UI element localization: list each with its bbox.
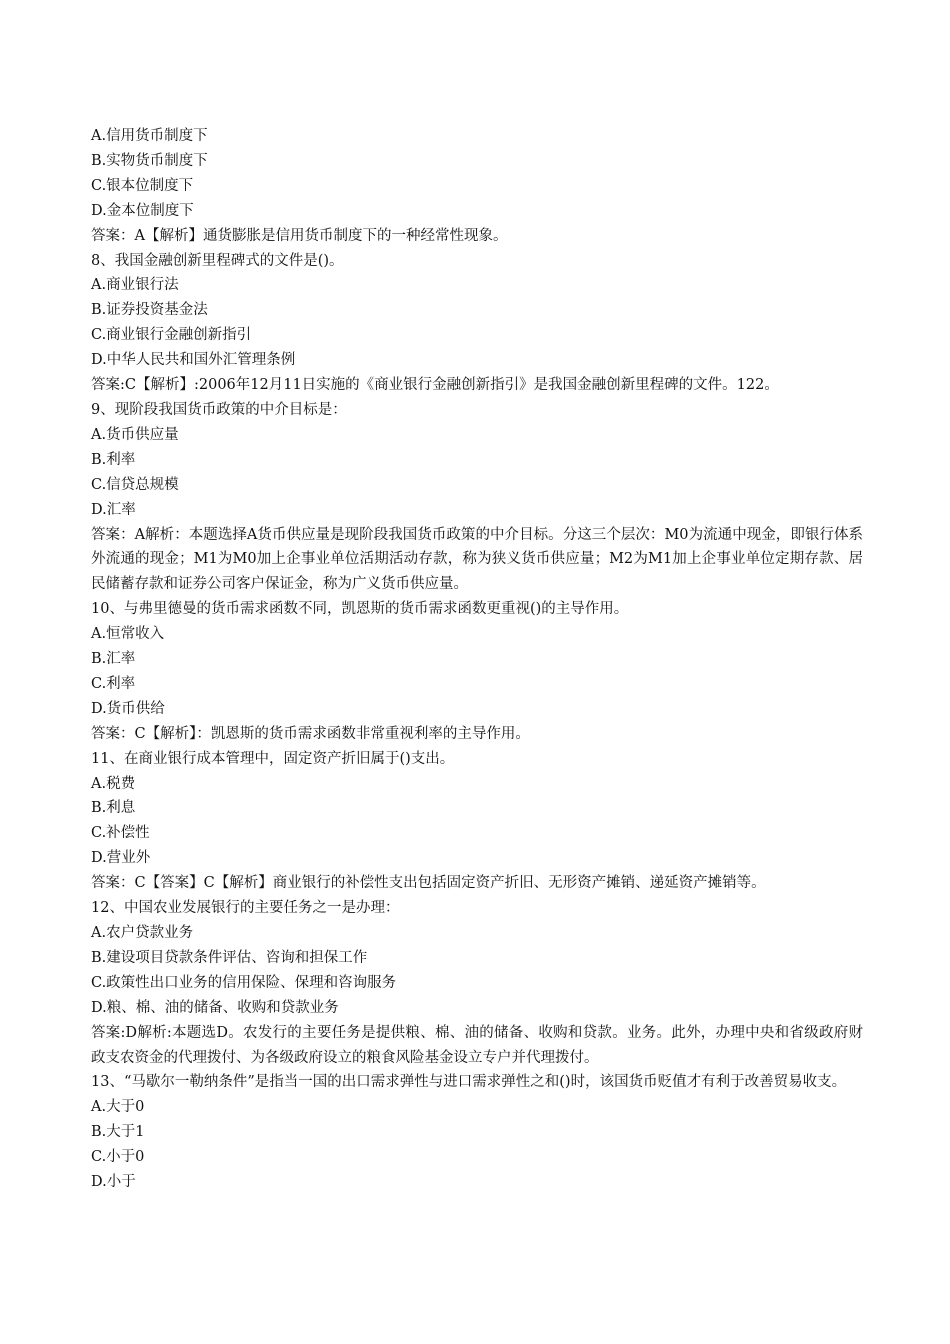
answer-line: 答案：C【解析】：凯恩斯的货币需求函数非常重视利率的主导作用。 [91, 725, 530, 742]
option-line: A.货币供应量 [91, 426, 179, 443]
option-line: D.营业外 [91, 850, 151, 867]
option-line: C.信贷总规模 [91, 476, 179, 493]
option-line: B.利率 [91, 451, 136, 468]
option-line: B.汇率 [91, 651, 136, 668]
question-line: 13、“马歇尔一勒纳条件”是指当一国的出口需求弹性与进口需求弹性之和()时，该国货币贬值才有利于改善贸易收支。 [91, 1074, 847, 1091]
option-line: B.证券投资基金法 [91, 302, 208, 319]
answer-line: 答案：C【答案】C【解析】商业银行的补偿性支出包括固定资产折旧、无形资产摊销、递延资产摊销等。 [91, 875, 766, 892]
option-line: D.中华人民共和国外汇管理条例 [91, 352, 296, 369]
question-line: 11、在商业银行成本管理中，固定资产折旧属于()支出。 [91, 750, 455, 767]
option-line: A.商业银行法 [91, 277, 179, 294]
option-line: C.银本位制度下 [91, 177, 194, 194]
option-line: D.汇率 [91, 501, 136, 518]
option-line: D.小于 [91, 1174, 136, 1191]
option-line: B.大于1 [91, 1124, 145, 1141]
option-line: B.建设项目贷款条件评估、咨询和担保工作 [91, 949, 368, 966]
option-line: C.补偿性 [91, 825, 150, 842]
question-line: 10、与弗里德曼的货币需求函数不同，凯恩斯的货币需求函数更重视()的主导作用。 [91, 601, 629, 618]
option-line: C.利率 [91, 675, 136, 692]
option-line: C.政策性出口业务的信用保险、保理和咨询服务 [91, 974, 397, 991]
option-line: D.粮、棉、油的储备、收购和贷款业务 [91, 999, 339, 1016]
option-line: D.金本位制度下 [91, 202, 194, 219]
answer-line: 答案：A【解析】通货膨胀是信用货币制度下的一种经常性现象。 [91, 227, 508, 244]
question-line: 12、中国农业发展银行的主要任务之一是办理： [91, 900, 400, 917]
option-line: C.商业银行金融创新指引 [91, 327, 252, 344]
option-line: D.货币供给 [91, 700, 165, 717]
question-line: 9、现阶段我国货币政策的中介目标是： [91, 401, 347, 418]
document-body [91, 124, 863, 1195]
option-line: B.利息 [91, 800, 136, 817]
answer-line: 答案:C【解析】:2006年12月11日实施的《商业银行金融创新指引》是我国金融创新里程碑的文件。122。 [91, 377, 779, 394]
option-line: A.农户贷款业务 [91, 925, 194, 941]
option-line: A.信用货币制度下 [91, 128, 208, 144]
option-line: A.大于0 [91, 1099, 145, 1116]
question-line: 8、我国金融创新里程碑式的文件是()。 [91, 252, 344, 269]
option-line: C.小于0 [91, 1149, 145, 1166]
option-line: A.税费 [91, 775, 136, 792]
answer-line: 答案：A解析：本题选择A货币供应量是现阶段我国货币政策的中介目标。分这三个层次：M0为流通中现金，即银行体系外流通的现金；M1为M0加上企事业单位活期活动存款，称为狭义货币供应量；M2为M1加上企事业单位定期存款、居民储蓄存款和证券公司客户保证金，称为广义货币供应量。 [91, 526, 863, 593]
answer-line: 答案:D解析:本题选D。农发行的主要任务是提供粮、棉、油的储备、收购和贷款。业务。此外，办理中央和省级政府财政支农资金的代理拨付、为各级政府设立的粮食风险基金设立专户并代理拨付。 [91, 1024, 863, 1066]
option-line: A.恒常收入 [91, 626, 165, 643]
option-line: B.实物货币制度下 [91, 152, 208, 169]
